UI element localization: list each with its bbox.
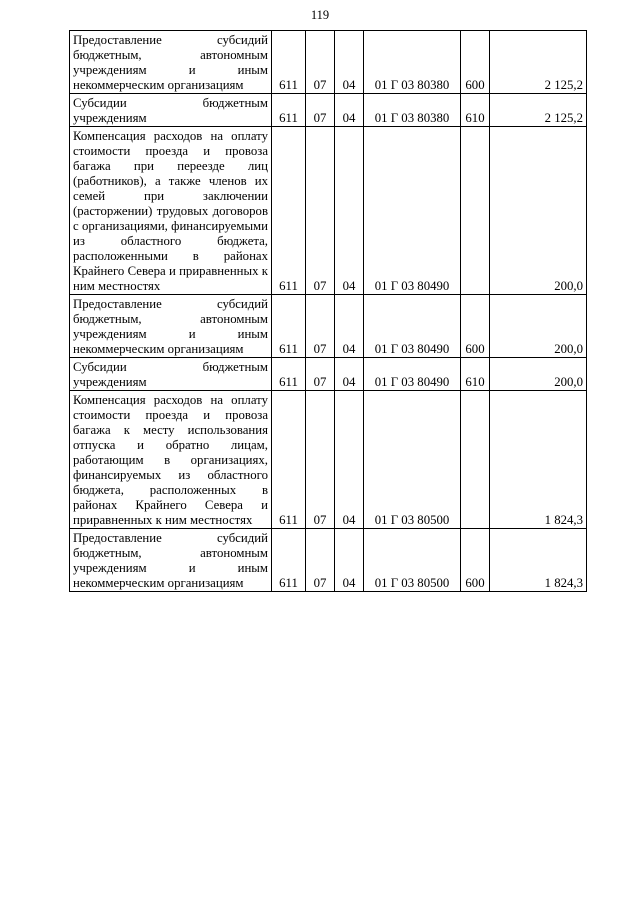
amount-value: 1 824,3	[490, 391, 587, 529]
section-code: 07	[306, 94, 335, 127]
amount-value: 1 824,3	[490, 529, 587, 592]
ministry-code: 611	[272, 358, 306, 391]
expense-name: Компенсация расходов на оплату стоимости проезда и провоза багажа при переезде лиц (работников), а также членов их семей при заключении (расторжении) трудовых договоров с организациями, финансируемыми из областного бюджета, расположенными в районах Крайнего Севера и приравненных к ним местностях	[70, 127, 272, 295]
subsection-code: 04	[335, 94, 364, 127]
expense-type-code: 600	[461, 295, 490, 358]
subsection-code: 04	[335, 295, 364, 358]
expense-type-code: 600	[461, 31, 490, 94]
target-article-code: 01 Г 03 80380	[364, 31, 461, 94]
amount-value: 2 125,2	[490, 31, 587, 94]
table-row	[70, 94, 587, 127]
table-row	[70, 358, 587, 391]
ministry-code: 611	[272, 94, 306, 127]
target-article-code: 01 Г 03 80490	[364, 358, 461, 391]
target-article-code: 01 Г 03 80500	[364, 391, 461, 529]
expense-type-code	[461, 127, 490, 295]
expense-name: Предоставление субсидий бюджетным, автономным учреждениям и иным некоммерческим организациям	[70, 295, 272, 358]
amount-value: 2 125,2	[490, 94, 587, 127]
section-code: 07	[306, 391, 335, 529]
subsection-code: 04	[335, 31, 364, 94]
section-code: 07	[306, 127, 335, 295]
expense-type-code: 610	[461, 94, 490, 127]
table-row	[70, 31, 587, 94]
ministry-code: 611	[272, 127, 306, 295]
subsection-code: 04	[335, 529, 364, 592]
expense-name: Субсидии бюджетным учреждениям	[70, 358, 272, 391]
ministry-code: 611	[272, 391, 306, 529]
ministry-code: 611	[272, 295, 306, 358]
amount-value: 200,0	[490, 127, 587, 295]
expense-type-code: 610	[461, 358, 490, 391]
target-article-code: 01 Г 03 80490	[364, 127, 461, 295]
expense-type-code	[461, 391, 490, 529]
table-row	[70, 391, 587, 529]
table-row	[70, 127, 587, 295]
subsection-code: 04	[335, 127, 364, 295]
expense-name: Предоставление субсидий бюджетным, автономным учреждениям и иным некоммерческим организациям	[70, 529, 272, 592]
expense-name: Компенсация расходов на оплату стоимости проезда и провоза багажа к месту использования отпуска и обратно лицам, работающим в организациях, финансируемых из областного бюджета, расположенных в районах Крайнего Севера и приравненных к ним местностях	[70, 391, 272, 529]
target-article-code: 01 Г 03 80380	[364, 94, 461, 127]
budget-table	[69, 30, 587, 592]
table-row	[70, 529, 587, 592]
subsection-code: 04	[335, 358, 364, 391]
ministry-code: 611	[272, 31, 306, 94]
target-article-code: 01 Г 03 80500	[364, 529, 461, 592]
subsection-code: 04	[335, 391, 364, 529]
expense-name: Субсидии бюджетным учреждениям	[70, 94, 272, 127]
page-number: 119	[310, 8, 330, 22]
budget-table-body	[70, 31, 587, 592]
section-code: 07	[306, 529, 335, 592]
section-code: 07	[306, 358, 335, 391]
expense-type-code: 600	[461, 529, 490, 592]
ministry-code: 611	[272, 529, 306, 592]
target-article-code: 01 Г 03 80490	[364, 295, 461, 358]
expense-name: Предоставление субсидий бюджетным, автономным учреждениям и иным некоммерческим организациям	[70, 31, 272, 94]
amount-value: 200,0	[490, 358, 587, 391]
amount-value: 200,0	[490, 295, 587, 358]
section-code: 07	[306, 295, 335, 358]
section-code: 07	[306, 31, 335, 94]
table-row	[70, 295, 587, 358]
